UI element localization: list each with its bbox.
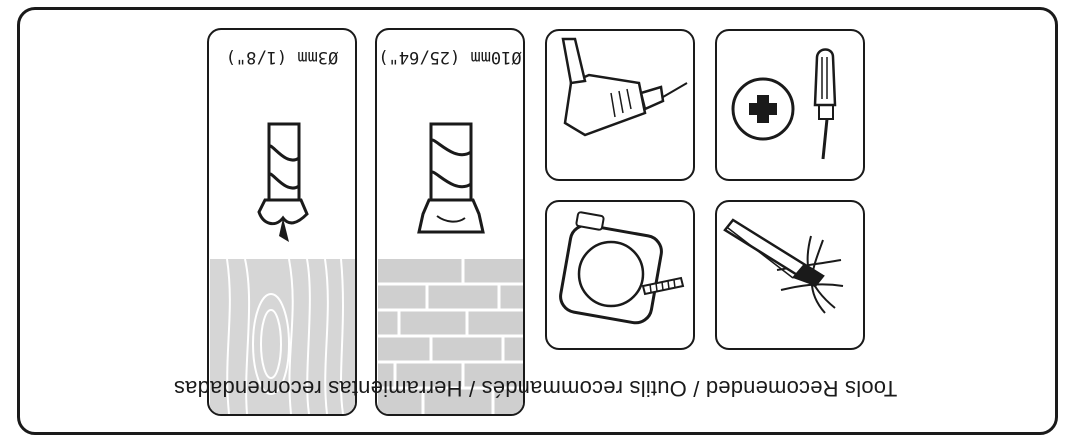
masonry-bit-label: Ø10mm (25/64") — [378, 47, 522, 67]
tape-measure-icon — [548, 203, 693, 348]
pencil-icon — [718, 203, 863, 348]
pencil-panel — [715, 200, 865, 350]
drill-icon — [548, 32, 693, 179]
caption: Tools Recomended / Outils recommandés / Herramientas recomendadas — [173, 376, 898, 401]
figure-frame — [17, 7, 1058, 435]
screwdriver-panel — [715, 29, 865, 181]
wood-bit-panel — [207, 28, 357, 416]
masonry-drill-bit-icon — [378, 31, 523, 414]
drill-panel — [545, 29, 695, 181]
wood-bit-label: Ø3mm (1/8") — [225, 47, 339, 67]
phillips-screwdriver-icon — [718, 32, 863, 179]
wood-drill-bit-icon — [210, 31, 355, 414]
tape-measure-panel — [545, 200, 695, 350]
masonry-bit-panel — [375, 28, 525, 416]
